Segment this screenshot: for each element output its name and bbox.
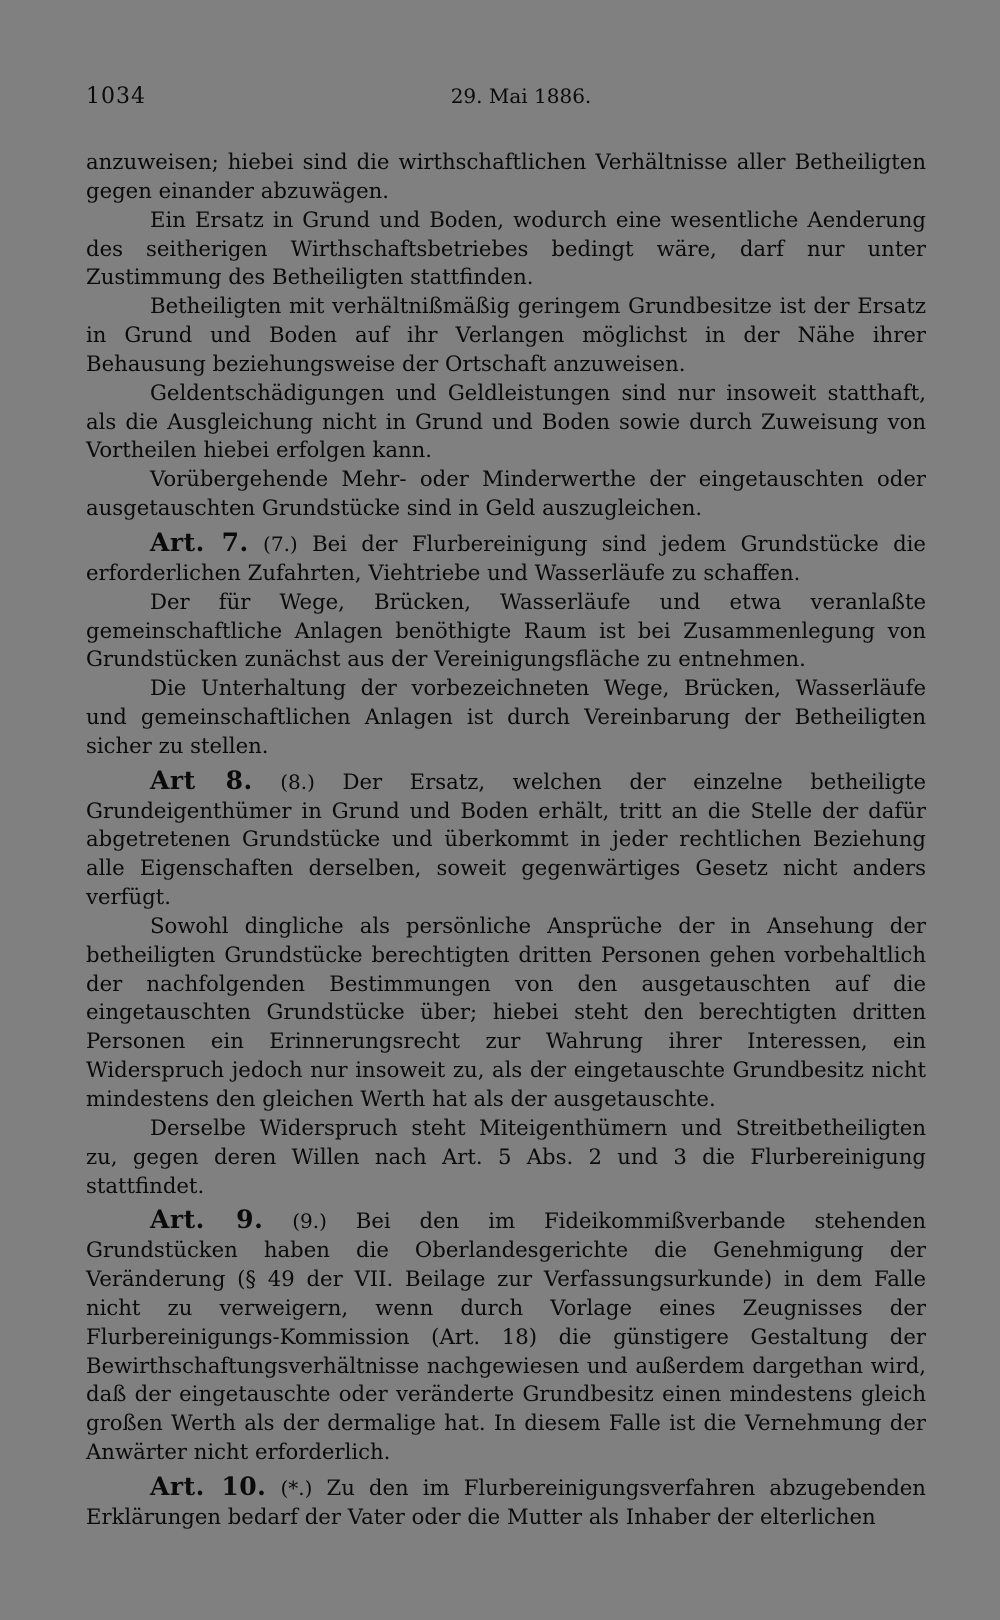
paragraph: anzuweisen; hiebei sind die wirthschaftlichen Verhältnisse aller Betheiligten gegen einander abzuwägen. [86, 149, 926, 203]
paragraph: Der für Wege, Brücken, Wasserläufe und etwa veranlaßte gemeinschaftliche Anlagen benöthigte Raum ist bei Zusammenlegung von Grundstücken zunächst aus der Vereinigungsfläche zu entnehmen. [86, 588, 926, 672]
article-heading: Art. 7. [150, 527, 249, 557]
page-number: 1034 [86, 84, 146, 109]
article-8: Art 8. (8.) Der Ersatz, welchen der einzelne betheiligte Grundeigenthümer in Grund und Boden erhält, tritt an die Stelle der dafür abgetretenen Grundstücke und überkommt in jeder rechtlichen Beziehung alle Eigenschaften derselben, soweit gegenwärtiges Gesetz nicht anders verfügt. [86, 765, 926, 910]
paragraph: Die Unterhaltung der vorbezeichneten Wege, Brücken, Wasserläufe und gemeinschaftlichen Anlagen ist durch Vereinbarung der Betheiligten sicher zu stellen. [86, 675, 926, 758]
paragraph: Vorübergehende Mehr- oder Minderwerthe der eingetauschten oder ausgetauschten Grundstücke sind in Geld auszugleichen. [86, 466, 926, 521]
page-header [86, 84, 926, 118]
article-7: Art. 7. (7.) Bei der Flurbereinigung sind jedem Grundstücke die erforderlichen Zufahrten, Viehtriebe und Wasserläufe zu schaffen. [86, 527, 926, 585]
article-heading: Art. 10. [150, 1471, 267, 1501]
article-heading: Art. 9. [150, 1205, 264, 1235]
article-number: (7.) [263, 531, 298, 556]
body-text [86, 148, 926, 1532]
page-date: 29. Mai 1886. [450, 84, 592, 108]
paragraph: Derselbe Widerspruch steht Miteigenthümern und Streitbetheiligten zu, gegen deren Willen nach Art. 5 Abs. 2 und 3 die Flurbereinigung stattfindet. [86, 1114, 926, 1198]
article-number: (9.) [292, 1209, 327, 1234]
article-number: (*.) [280, 1475, 313, 1500]
paragraph: Geldentschädigungen und Geldleistungen sind nur insoweit statthaft, als die Ausgleichung nicht in Grund und Boden sowie durch Zuweisung von Vortheilen hiebei erfolgen kann. [86, 379, 926, 463]
article-9: Art. 9. (9.) Bei den im Fideikommißverbande stehenden Grundstücken haben die Oberlandesgerichte die Genehmigung der Veränderung (§ 49 der VII. Beilage zur Verfassungsurkunde) in dem Falle nicht zu verweigern, wenn durch Vorlage eines Zeugnisses der Flurbereinigungs-Kommission (Art. 18) die günstigere Gestaltung der Bewirthschaftungsverhältnisse nachgewiesen und außerdem dargethan wird, daß der eingetauschte oder veränderte Grundbesitz einen mindestens gleich großen Werth als der dermalige hat. In diesem Falle ist die Vernehmung der Anwärter nicht erforderlich. [86, 1205, 926, 1465]
article-heading: Art 8. [150, 765, 253, 795]
paragraph: Sowohl dingliche als persönliche Ansprüche der in Ansehung der betheiligten Grundstücke berechtigten dritten Personen gehen vorbehaltlich der nachfolgenden Bestimmungen von den ausgetauschten auf die eingetauschten Grundstücke über; hiebei steht den berechtigten dritten Personen ein Erinnerungsrecht zur Wahrung ihrer Interessen, ein Widerspruch jedoch nur insoweit zu, als der eingetauschte Grundbesitz nicht mindestens den gleichen Werth hat als der ausgetauschte. [86, 912, 926, 1111]
article-10: Art. 10. (*.) Zu den im Flurbereinigungsverfahren abzugebenden Erklärungen bedarf der Vater oder die Mutter als Inhaber der elterlichen [86, 1471, 926, 1529]
paragraph: Ein Ersatz in Grund und Boden, wodurch eine wesentliche Aenderung des seitherigen Wirthschaftsbetriebes bedingt wäre, darf nur unter Zustimmung des Betheiligten stattfinden. [86, 206, 926, 290]
paragraph: Betheiligten mit verhältnißmäßig geringem Grundbesitze ist der Ersatz in Grund und Boden auf ihr Verlangen möglichst in der Nähe ihrer Behausung beziehungsweise der Ortschaft anzuweisen. [86, 293, 926, 376]
article-number: (8.) [280, 769, 315, 794]
